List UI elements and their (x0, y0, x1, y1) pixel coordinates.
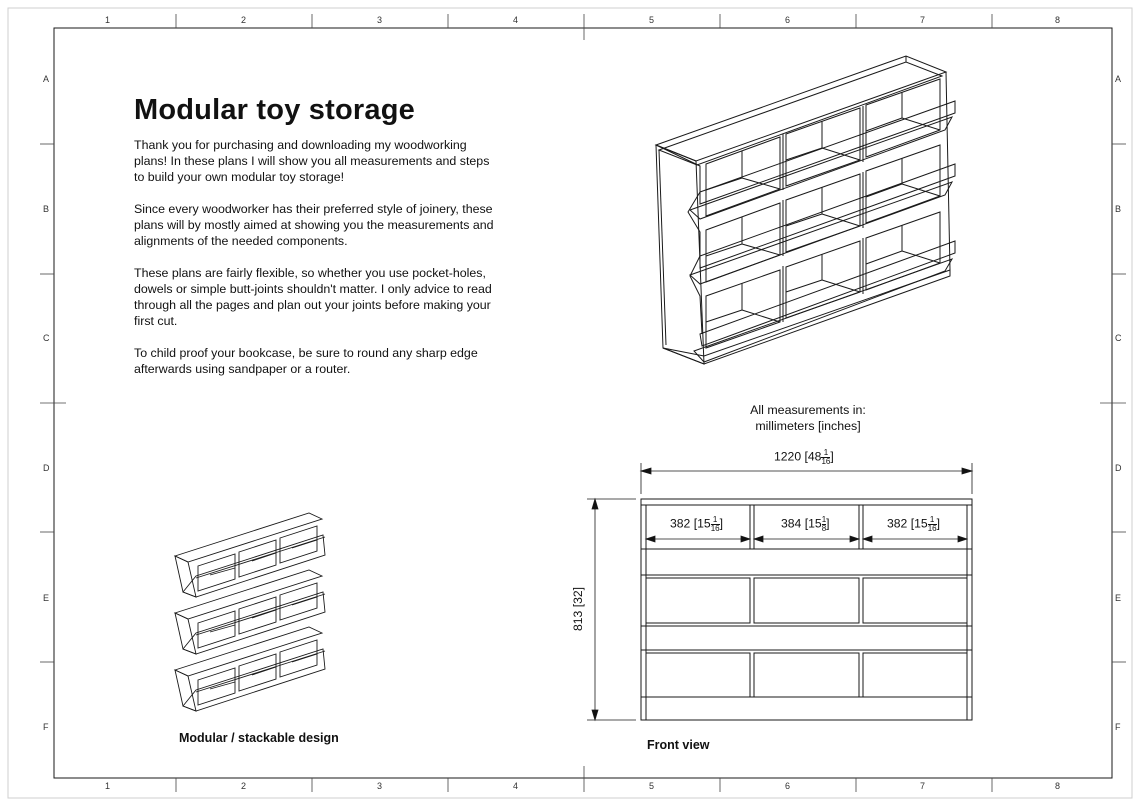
dimension-lines (587, 463, 972, 720)
dimension-mm: 382 (887, 516, 908, 531)
column-label: 1 (105, 781, 111, 791)
inch-fraction (821, 449, 830, 466)
units-line: All measurements in: (750, 403, 866, 417)
column-label: 7 (920, 15, 926, 25)
column-label: 2 (241, 781, 247, 791)
bin-width-dimension: 382 [15 $\frac{1}{16}$ ] (670, 515, 723, 533)
row-label: A (1115, 74, 1122, 84)
column-label: 6 (785, 15, 791, 25)
row-label: F (43, 722, 49, 732)
row-label: F (1115, 722, 1121, 732)
height-dimension: 813 [32] (571, 586, 586, 632)
fraction-denominator: 16 (821, 457, 831, 466)
row-label: E (43, 593, 50, 603)
intro-paragraph: To child proof your bookcase, be sure to round any sharp edge afterwards using sandpaper or a router. (134, 346, 478, 376)
intro-paragraph: Thank you for purchasing and downloading my woodworking plans! In these plans I will show you all measurements and steps to build your own modular toy storage! (134, 138, 490, 184)
row-label: D (1115, 463, 1122, 473)
intro-paragraph: Since every woodworker has their preferred style of joinery, these plans will by mostly aimed at showing you the measurements and alignments of the needed components. (134, 202, 494, 248)
column-label: 3 (377, 15, 383, 25)
bin-width-dimension: 384 [15 $\frac{1}{8}$ ] (781, 515, 830, 533)
dimension-mm: 382 (670, 516, 691, 531)
modular-caption: Modular / stackable design (179, 731, 339, 745)
dimension-inch-whole: 15 (808, 516, 822, 531)
column-label: 1 (105, 15, 111, 25)
row-label: C (43, 333, 50, 343)
inch-fraction (928, 516, 937, 533)
dimension-mm: 1220 (774, 449, 802, 464)
row-label: E (1115, 593, 1122, 603)
units-note (700, 402, 916, 434)
column-label: 8 (1055, 15, 1061, 25)
row-label: B (43, 204, 50, 214)
column-label: 4 (513, 781, 519, 791)
total-width-dimension: 1220 [48 $\frac{1}{16}$ ] (774, 448, 834, 466)
inch-fraction (822, 516, 826, 533)
front-view-caption: Front view (647, 738, 710, 752)
isometric-assembly (656, 56, 955, 364)
column-label: 3 (377, 781, 383, 791)
column-label: 4 (513, 15, 519, 25)
column-label: 5 (649, 15, 655, 25)
intro-text (134, 137, 494, 393)
inch-fraction (711, 516, 720, 533)
fraction-numerator: 1 (711, 516, 720, 525)
dimension-mm: 384 (781, 516, 802, 531)
column-label: 5 (649, 781, 655, 791)
fraction-denominator: 16 (927, 524, 937, 533)
row-label: C (1115, 333, 1122, 343)
row-label: D (43, 463, 50, 473)
dimension-inch-whole: 15 (697, 516, 711, 531)
fraction-numerator: 1 (821, 515, 827, 524)
row-label: A (43, 74, 50, 84)
page-title: Modular toy storage (134, 94, 415, 126)
bin-width-dimension: 382 [15 $\frac{1}{16}$ ] (887, 515, 940, 533)
column-label: 2 (241, 15, 247, 25)
intro-paragraph: These plans are fairly flexible, so whether you use pocket-holes, dowels or simple butt-joints shouldn't matter. I only advice to read through all the pages and plan out your joints before making your first cut. (134, 266, 492, 328)
column-label: 8 (1055, 781, 1061, 791)
fraction-denominator: 16 (710, 524, 720, 533)
zone-ticks (40, 14, 1126, 792)
units-line: millimeters [inches] (755, 419, 861, 433)
dimension-inch-whole: 15 (914, 516, 928, 531)
dimension-inch-whole: 48 (807, 449, 822, 464)
column-label: 7 (920, 781, 926, 791)
fraction-numerator: 1 (821, 449, 830, 458)
stackable-modules (175, 513, 325, 711)
row-label: B (1115, 204, 1122, 214)
column-label: 6 (785, 781, 791, 791)
fraction-numerator: 1 (928, 516, 937, 525)
fraction-denominator: 8 (821, 524, 827, 533)
